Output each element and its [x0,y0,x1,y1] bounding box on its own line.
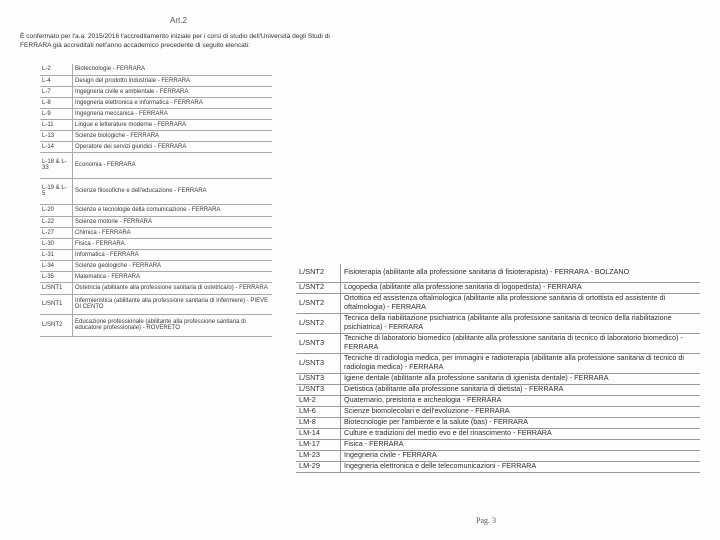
table-row [40,204,272,216]
table-row [40,249,272,260]
table-row [296,313,700,333]
course-name: Fisica - FERRARA [73,238,273,249]
table-row [296,439,700,450]
course-name: Ortottica ed assistenza oftalmologica (abilitante alla professione sanitaria di ortottista ed assistente di oftalmologia) - FERRARA [341,293,701,313]
intro-paragraph: È confermato per l'a.a. 2015/2016 l'accreditamento iniziale per i corsi di studio dell'Università degli Studi di FERRARA già accreditati nell'anno accademico precedente di seguito elencati: [20,33,330,49]
course-code: LM-6 [296,406,341,417]
course-code: L-30 [40,238,73,249]
course-name: Ingegneria elettronica e informatica - FERRARA [73,97,273,108]
table-row [40,97,272,108]
course-name: Ingegneria elettronica e delle telecomunicazioni - FERRARA [341,461,701,472]
course-code: L-2 [40,64,73,75]
courses-table-left [40,64,272,337]
course-code: LM-29 [296,461,341,472]
course-code: L/SNT2 [296,282,341,293]
table-row [296,461,700,472]
table-row [296,417,700,428]
course-name: Ingegneria meccanica - FERRARA [73,108,273,119]
course-name: Ingegneria civile e ambientale - FERRARA [73,86,273,97]
table-row [40,314,272,336]
table-row [296,373,700,384]
course-code: L/SNT2 [296,293,341,313]
course-name: Lingue e letterature moderne - FERRARA [73,119,273,130]
course-name: Economia - FERRARA [73,152,273,178]
table-row [296,282,700,293]
course-code: L-31 [40,249,73,260]
course-name: Educazione professionale (abilitante alla professione sanitaria di educatore professionale) - ROVERETO [73,314,273,336]
table-row [40,130,272,141]
courses-table-right [296,264,700,473]
table-row [296,293,700,313]
course-name: Scienze biomolecolari e dell'evoluzione - FERRARA [341,406,701,417]
course-code: L/SNT1 [40,282,73,294]
table-row [296,428,700,439]
table-row [40,141,272,152]
table-row [296,353,700,373]
course-name: Logopedia (abilitante alla professione sanitaria di logopedista) - FERRARA [341,282,701,293]
page-number: Pag. 3 [476,516,496,525]
table-row [40,108,272,119]
course-code: L-14 [40,141,73,152]
course-name: Fisioterapia (abilitante alla professione sanitaria di fisioterapista) - FERRARA - BOLZANO [341,264,701,282]
course-code: L/SNT1 [40,294,73,314]
course-code: L/SNT3 [296,384,341,395]
course-code: L/SNT2 [40,314,73,336]
course-name: Ostetricia (abilitante alla professione sanitaria di ostetrica/o) - FERRARA [73,282,273,294]
course-code: LM-23 [296,450,341,461]
table-row [40,282,272,294]
course-name: Scienze geologiche - FERRARA [73,260,273,271]
table-row [40,178,272,204]
course-name: Biotecnologie per l'ambiente e la salute (bas) - FERRARA [341,417,701,428]
course-code: L-22 [40,216,73,227]
table-row [40,86,272,97]
course-code: L-20 [40,204,73,216]
course-code: LM-17 [296,439,341,450]
course-name: Tecnica della riabilitazione psichiatrica (abilitante alla professione sanitaria di tecnico della riabilitazione psichiatrica) - FERRARA [341,313,701,333]
course-code: LM-14 [296,428,341,439]
course-name: Scienze filosofiche e dell'educazione - FERRARA [73,178,273,204]
table-row [40,238,272,249]
course-name: Design del prodotto industriale - FERRARA [73,75,273,86]
course-code: L-4 [40,75,73,86]
course-code: L-7 [40,86,73,97]
course-code: L-11 [40,119,73,130]
table-row [40,271,272,282]
table-row [40,152,272,178]
course-name: Tecniche di laboratorio biomedico (abilitante alla professione sanitaria di tecnico di laboratorio biomedico) - FERRARA [341,333,701,353]
course-name: Scienze motorie - FERRARA [73,216,273,227]
course-name: Scienze e tecnologie della comunicazione - FERRARA [73,204,273,216]
table-row [296,450,700,461]
course-code: L-18 & L-33 [40,152,73,178]
course-name: Operatore dei servizi giuridici - FERRARA [73,141,273,152]
table-row [296,333,700,353]
course-code: L/SNT3 [296,373,341,384]
course-name: Infermieristica (abilitante alla professione sanitaria di Infermiere) - PIEVE DI CENTO [73,294,273,314]
course-name: Biotecnologie - FERRARA [73,64,273,75]
course-name: Culture e tradizioni del medio evo e del rinascimento - FERRARA [341,428,701,439]
course-code: LM-2 [296,395,341,406]
table-row [40,294,272,314]
table-row [296,395,700,406]
course-code: L-35 [40,271,73,282]
course-code: L/SNT2 [296,264,341,282]
course-code: L-27 [40,227,73,238]
course-name: Tecniche di radiologia medica, per immagini e radioterapia (abilitante alla professione sanitaria di tecnico di radiologia medica) - FERRARA [341,353,701,373]
table-row [40,260,272,271]
course-code: L/SNT3 [296,353,341,373]
course-code: L-8 [40,97,73,108]
course-code: L-19 & L-5 [40,178,73,204]
course-name: Ingegneria civile - FERRARA [341,450,701,461]
table-row [40,64,272,75]
course-code: L-13 [40,130,73,141]
course-name: Igiene dentale (abilitante alla professione sanitaria di igienista dentale) - FERRARA [341,373,701,384]
course-name: Chimica - FERRARA [73,227,273,238]
table-row [40,119,272,130]
course-code: L/SNT3 [296,333,341,353]
table-row [40,75,272,86]
course-name: Matematica - FERRARA [73,271,273,282]
course-code: L-34 [40,260,73,271]
table-row [40,216,272,227]
article-heading: Art.2 [170,16,187,25]
course-name: Fisica - FERRARA [341,439,701,450]
course-code: LM-8 [296,417,341,428]
table-row [40,227,272,238]
course-name: Informatica - FERRARA [73,249,273,260]
table-row [296,264,700,282]
course-code: L/SNT2 [296,313,341,333]
course-code: L-9 [40,108,73,119]
table-row [296,384,700,395]
course-name: Quaternario, preistoria e archeologia - FERRARA [341,395,701,406]
course-name: Scienze biologiche - FERRARA [73,130,273,141]
course-name: Dietistica (abilitante alla professione sanitaria di dietista) - FERRARA [341,384,701,395]
table-row [296,406,700,417]
